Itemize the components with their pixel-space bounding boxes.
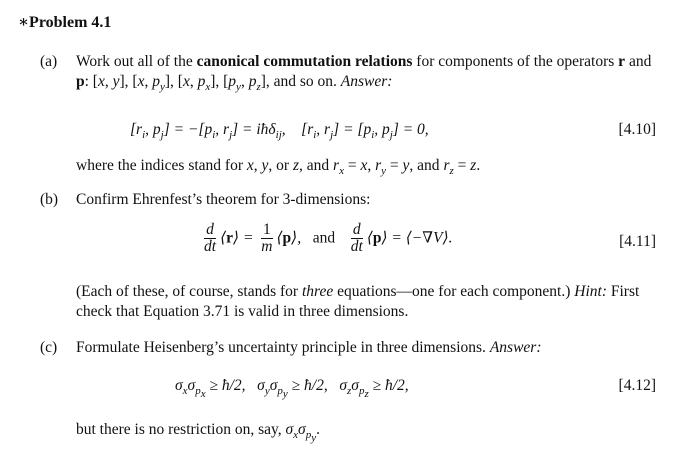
part-c-intro-text: Formulate Heisenberg’s uncertainty principle in three dimensions. (76, 339, 486, 356)
equation-number-4-11: [4.11] (619, 233, 656, 250)
part-b-label: (b) (40, 191, 59, 208)
part-b-intro: Confirm Ehrenfest’s theorem for 3-dimensions: (76, 191, 371, 208)
equation-number-4-12: [4.12] (618, 377, 656, 394)
equation-4-11: $\frac{d}{dt}$ ⟨r⟩ = $\frac{1}{m}$ ⟨p⟩, and $\frac{d}{dt}$ ⟨p⟩ = ⟨−∇V⟩. (204, 221, 453, 256)
part-a-intro: Work out all of the canonical commutation relations for components of the operators r and p: [x, y], [x, $p_y$], [x, $p_x$], [$p_y$, $p_z$], and so on. Answer: (76, 53, 652, 94)
part-a-after: where the indices stand for x, y, or z, and $r_x = x$, $r_y = y$, and $r_z = z$. (76, 157, 481, 178)
part-c-after: but there is no restriction on, say, $\sigma_x\sigma_{p_y}$. (76, 421, 320, 445)
part-c-intro (76, 338, 666, 358)
part-b-after: (Each of these, of course, stands for three equations—one for each component.) Hint: First check that Equation 3.71 is valid in three dimensions. (76, 283, 640, 321)
equation-number-4-10: [4.10] (618, 121, 656, 138)
part-a-label: (a) (40, 53, 58, 70)
equation-4-10: [$r_i$, $p_j] = -[p_i$, $r_j$] = iħδ$_{ij}$, [$r_i$, $r_j] = [p_i$, $p_j] = 0$, (130, 121, 429, 142)
equation-4-12: $\sigma_x\sigma_{p_x}$ ≥ ħ/2, $\sigma_y\sigma_{p_y}$ ≥ ħ/2, $\sigma_z\sigma_{p_z}$ ≥ ħ/2, (175, 377, 409, 401)
part-c-answer-word: Answer: (489, 339, 542, 356)
part-c-label: (c) (40, 339, 58, 356)
problem-title: ∗Problem 4.1 (18, 14, 112, 31)
